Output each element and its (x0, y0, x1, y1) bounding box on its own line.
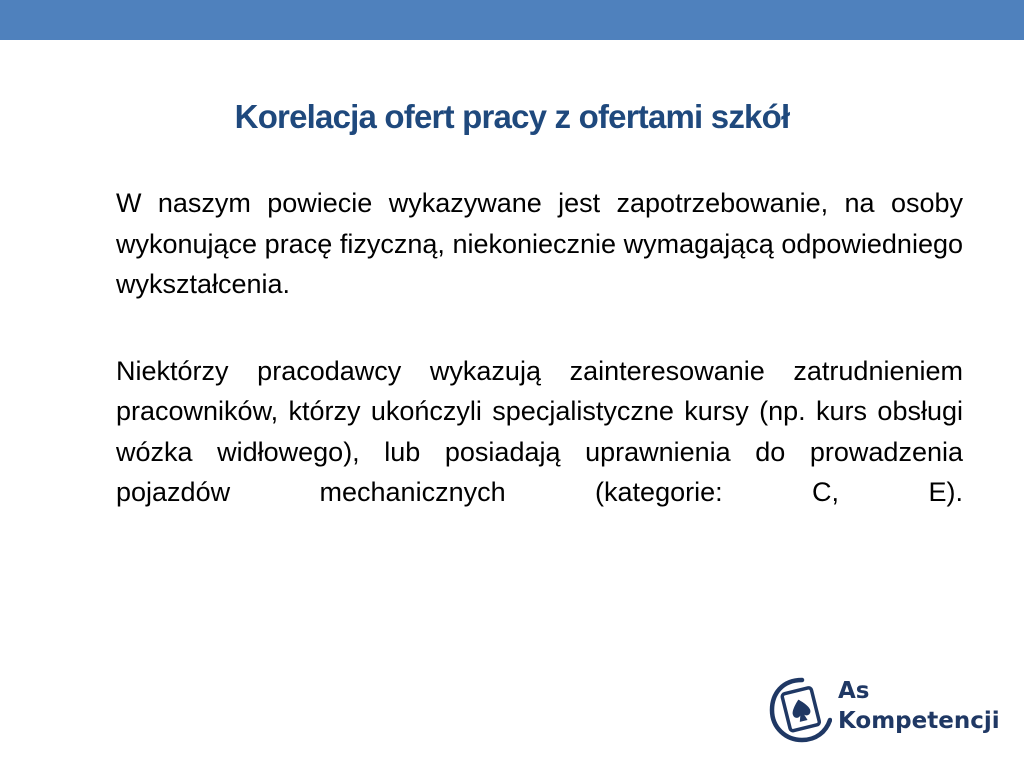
slide-body (116, 183, 963, 513)
spade-card-icon (768, 672, 832, 744)
slide-title: Korelacja ofert pracy z ofertami szkół (234, 98, 790, 135)
paragraph-demand: W naszym powiecie wykazywane jest zapotrzebowanie, na osoby wykonujące pracę fizyczną, niekoniecznie wymagającą odpowiedniego wykształcenia. (116, 188, 963, 299)
as-kompetencji-logo (768, 672, 998, 744)
logo-line-1: As (838, 678, 870, 704)
paragraph-employers: Niektórzy pracodawcy wykazują zainteresowanie zatrudnieniem pracowników, którzy ukończyli specjalistyczne kursy (np. kurs obsługi wózka widłowego), lub posiadają uprawnienia do prowadzenia pojazdów mechanicznych (kategorie: C, E). (116, 355, 963, 507)
logo-line-2: Kompetencji (838, 708, 1000, 734)
top-band (0, 0, 1024, 40)
logo-text (838, 676, 1000, 736)
